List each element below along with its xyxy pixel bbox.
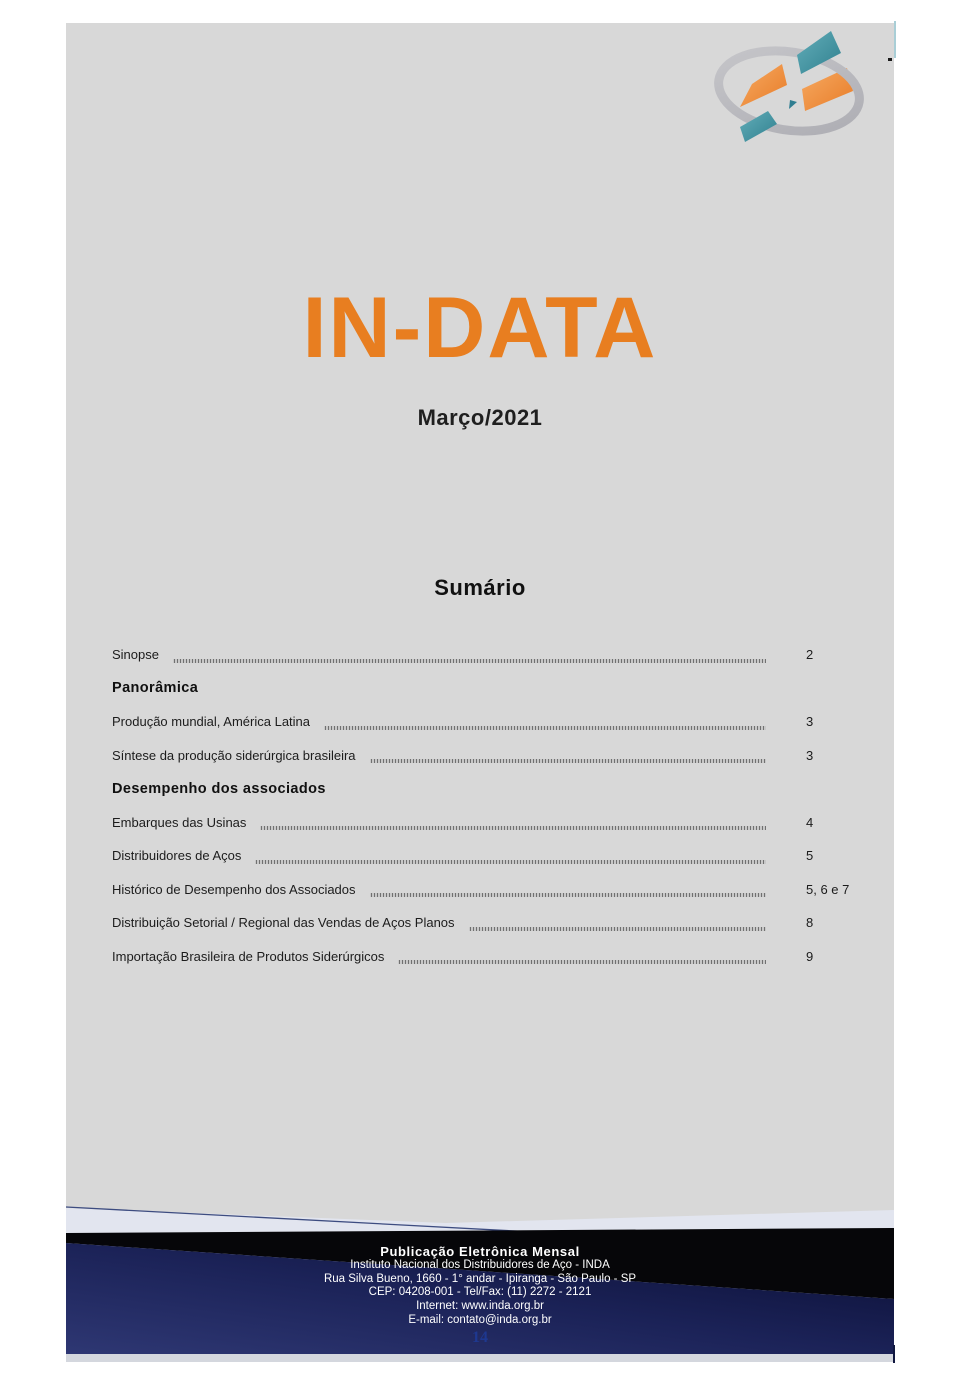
toc-dot-leader [469,927,766,931]
document-date: Março/2021 [417,405,543,430]
toc-dot-leader [255,860,766,864]
toc-page-number: 4 [806,814,814,830]
toc-dot-leader [370,893,766,897]
toc-page-number: 5, 6 e 7 [806,881,850,897]
toc-dot-leader [324,726,766,730]
toc-entry[interactable] [112,638,860,672]
logo-arrow-tip [789,100,797,109]
toc-entry-label: Importação Brasileira de Produtos Siderúrgicos [112,948,385,964]
footer-line: Publicação Eletrônica Mensal [380,1244,580,1259]
toc-entry[interactable] [112,739,860,773]
toc-entry[interactable] [112,806,860,840]
toc-entry-label: Desempenho dos associados [112,780,326,797]
toc-dot-leader [173,659,766,663]
page-edge-bar [893,1345,895,1363]
document-title: IN-DATA [302,280,658,376]
toc-entry-label: Síntese da produção siderúrgica brasileira [112,747,356,763]
toc-page-number: 9 [806,948,814,964]
toc-section-heading [112,772,860,806]
toc-entry-label: Distribuidores de Aços [112,848,242,864]
footer-bottom-strip [66,1354,894,1362]
toc-entry[interactable] [112,839,860,873]
toc-page-number: 8 [806,915,814,931]
footer-line: E-mail: contato@inda.org.br [408,1313,552,1326]
toc-entry-label: Sinopse [112,647,159,663]
toc-dot-leader [398,960,766,964]
toc-page-number: 3 [806,714,814,730]
page-edge-caret [894,21,896,58]
toc-entry-label: Produção mundial, América Latina [112,714,311,730]
toc-page-number: 3 [806,747,814,763]
toc-entry-label: Embarques das Usinas [112,814,247,830]
toc-page-number: 2 [806,647,814,663]
toc-entry-label: Panorâmica [112,680,199,697]
footer-line: CEP: 04208-001 - Tel/Fax: (11) 2272 - 2121 [368,1286,592,1299]
toc-dot-leader [370,759,766,763]
toc-entry[interactable] [112,940,860,974]
toc-entry-label: Histórico de Desempenho dos Associados [112,881,356,897]
footer-text-block [66,1245,894,1346]
toc-section-heading [112,672,860,706]
toc-entry[interactable] [112,705,860,739]
inda-logo-icon [714,23,880,153]
footer-page-number: 14 [472,1328,488,1346]
toc-entry-label: Distribuição Setorial / Regional das Vendas de Aços Planos [112,915,455,931]
toc-dot-leader [260,826,766,830]
table-of-contents [112,638,860,973]
footer-line: Rua Silva Bueno, 1660 - 1° andar - Ipiranga - São Paulo - SP [323,1272,637,1285]
toc-entry[interactable] [112,873,860,907]
footer-line: Internet: www.inda.org.br [416,1300,544,1313]
toc-page-number: 5 [806,848,814,864]
logo-diamond-orange-left [740,64,787,107]
page-edge-mark [888,58,892,61]
cover-page [66,23,894,1362]
toc-heading: Sumário [434,575,526,600]
toc-entry[interactable] [112,906,860,940]
footer-line: Instituto Nacional dos Distribuidores de Aço - INDA [350,1258,610,1271]
